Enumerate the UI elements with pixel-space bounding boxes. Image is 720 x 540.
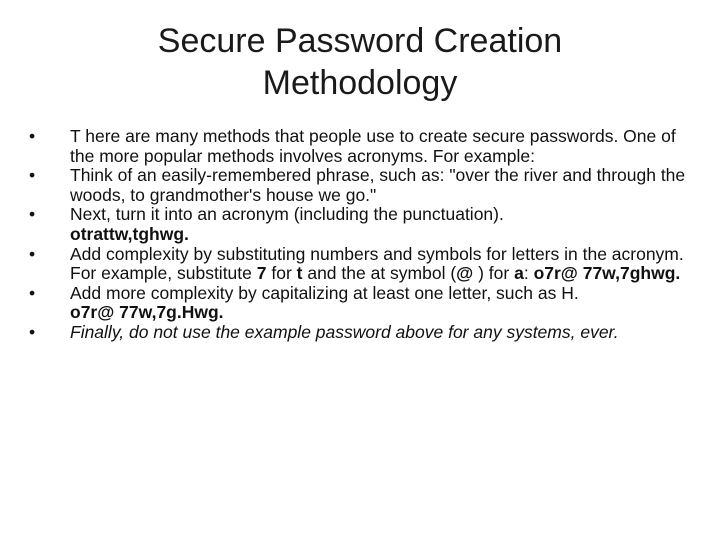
example-password: otrattw,tghwg.	[70, 223, 189, 244]
bullet-icon: •	[29, 204, 36, 225]
substitute-number: 7	[256, 263, 267, 284]
title-line-2: Methodology	[262, 64, 458, 102]
substituted-letter: t	[296, 263, 303, 284]
bullet-text: Finally, do not use the example password above for any systems, ever.	[70, 321, 619, 342]
slide-title	[40, 20, 680, 104]
bullet-text: :	[523, 263, 534, 284]
title-line-1: Secure Password Creation	[157, 22, 563, 60]
bullet-item	[26, 127, 694, 166]
bullet-text: T here are many methods that people use to create secure passwords. One of the more popular methods involves acronyms. For example:	[70, 126, 676, 166]
bullet-text: Add more complexity by capitalizing at least one letter, such as H.	[70, 282, 579, 303]
bullet-icon: •	[29, 243, 36, 264]
bullet-item	[26, 166, 694, 205]
example-password: o7r@ 77w,7g.Hwg.	[70, 302, 224, 323]
bullet-text: and the at symbol (	[302, 263, 457, 284]
example-password: o7r@ 77w,7ghwg.	[533, 263, 681, 284]
bullet-item	[26, 245, 694, 284]
bullet-item	[26, 205, 694, 244]
bullet-icon: •	[29, 321, 36, 342]
bullet-icon: •	[29, 282, 36, 303]
bullet-text: ) for	[473, 263, 515, 284]
bullet-text: Think of an easily-remembered phrase, such as: "over the river and through the woods, to grandmother's house we go."	[70, 165, 686, 205]
bullet-icon: •	[29, 126, 36, 146]
substituted-letter: a	[514, 263, 524, 284]
at-symbol: @	[456, 263, 474, 284]
bullet-text: Next, turn it into an acronym (including the punctuation).	[70, 204, 504, 225]
bullet-list	[26, 127, 694, 343]
bullet-item	[26, 323, 694, 343]
bullet-item	[26, 284, 694, 323]
bullet-text: Add complexity by substituting numbers and symbols for letters in the acronym. For example, substitute	[70, 243, 684, 284]
bullet-text: for	[266, 263, 297, 284]
bullet-icon: •	[29, 165, 36, 186]
